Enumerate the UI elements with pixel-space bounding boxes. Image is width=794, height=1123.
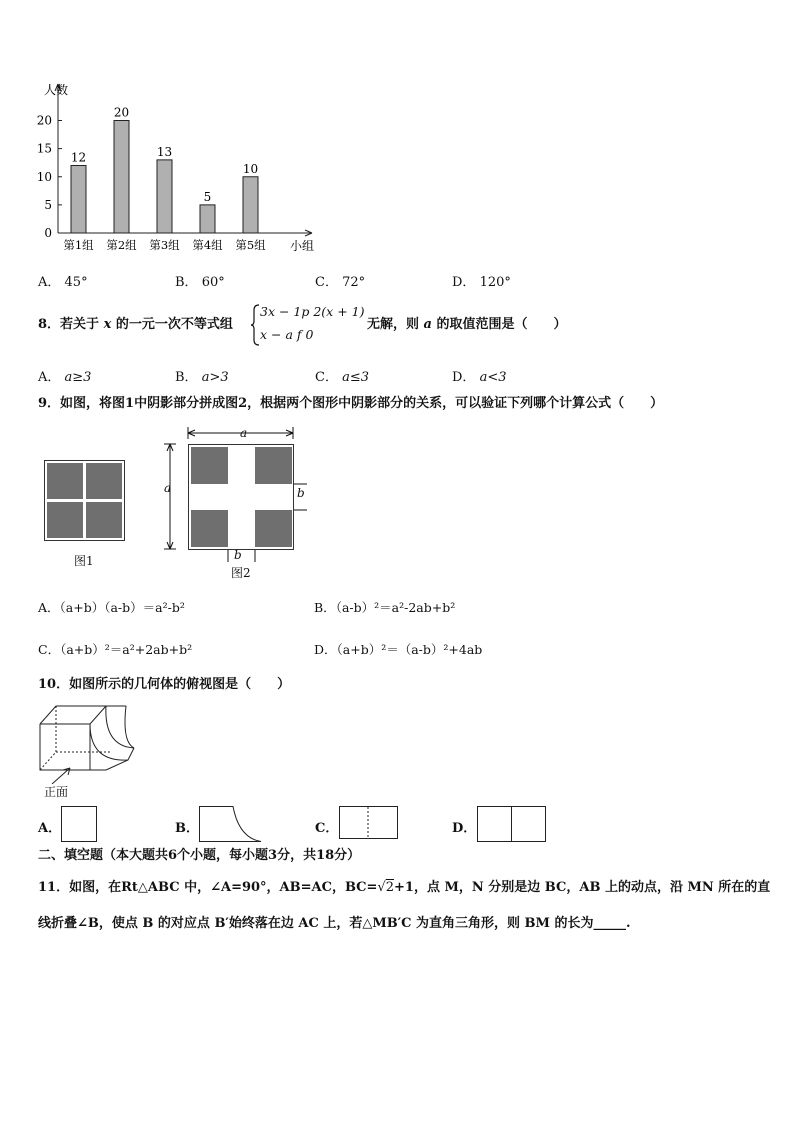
q8-mid: 的一元一次不等式组 <box>115 317 233 332</box>
q9-option-a <box>38 598 185 616</box>
q8-prefix: 8．若关于 <box>38 317 100 332</box>
category-label: 第1组 <box>63 238 94 252</box>
bar <box>157 160 172 233</box>
solid-figure <box>36 702 140 784</box>
q7-option-d <box>452 271 511 290</box>
q9-option-b <box>314 598 455 616</box>
fig2-label-b-right: b <box>297 486 305 500</box>
q11-line2: 线折叠∠B，使点 B 的对应点 B′始终落在边 AC 上，若△MB′C 为直角三角形，则 BM 的长为_____. <box>38 916 631 931</box>
y-tick-label: 0 <box>44 226 52 240</box>
bar <box>114 121 129 234</box>
q8-ineq-line2: x − a f 0 <box>260 327 314 342</box>
q7-option-c <box>315 271 365 290</box>
option-text: （a+b）²＝（a-b）²+4ab <box>336 642 483 657</box>
bar <box>243 177 258 233</box>
bar-value-label: 5 <box>203 189 212 204</box>
x-axis-label: 小组 <box>290 239 315 253</box>
sqrt-symbol: √2 <box>377 880 394 895</box>
option-text: （a+b）（a-b）＝a²-b² <box>59 600 185 615</box>
q10-option-b: B． <box>175 821 199 836</box>
category-label: 第5组 <box>235 238 266 252</box>
category-label: 第3组 <box>149 238 180 252</box>
option-letter: D． <box>452 275 476 290</box>
bar-chart <box>30 80 330 260</box>
fig2-label-b-bottom: b <box>234 548 242 562</box>
option-letter: C． <box>315 370 338 385</box>
bar-value-label: 20 <box>113 105 130 120</box>
q11-line1 <box>38 880 770 896</box>
option-letter: B． <box>175 370 198 385</box>
option-text: 120° <box>479 275 511 290</box>
q9-stem: 9．如图，将图1中阴影部分拼成图2，根据两个图形中阴影部分的关系，可以验证下列哪个计算公式（ ） <box>38 396 664 411</box>
category-label: 第4组 <box>192 238 223 252</box>
figure-1-caption: 图1 <box>74 554 94 568</box>
option-letter: A． <box>38 370 61 385</box>
fig2-label-a-top: a <box>240 426 248 440</box>
y-tick-label: 20 <box>36 113 52 128</box>
y-tick-label: 10 <box>36 169 52 184</box>
figure-2 <box>160 422 310 562</box>
bar-value-label: 13 <box>156 144 173 159</box>
sqrt-value: 2 <box>385 880 394 895</box>
q8-option-d <box>452 366 507 385</box>
option-text: （a-b）²＝a²-2ab+b² <box>335 600 456 615</box>
option-text: （a+b）²＝a²+2ab+b² <box>60 642 193 657</box>
option-letter: D． <box>452 370 476 385</box>
q8-suffix <box>367 317 567 333</box>
q7-option-b <box>175 271 225 290</box>
option-letter: A． <box>38 600 60 615</box>
bar <box>200 205 215 233</box>
q9-option-c <box>38 640 192 658</box>
figure-1 <box>44 460 126 542</box>
option-d-view <box>477 806 547 843</box>
q11-line1-a: 11．如图，在Rt△ABC 中，∠A=90°，AB=AC，BC= <box>38 880 378 895</box>
q11-line1-b: +1，点 M，N 分别是边 BC，AB 上的动点，沿 MN 所在的直 <box>394 880 771 895</box>
option-letter: C． <box>38 642 61 657</box>
bar-value-label: 12 <box>70 150 87 165</box>
q8-option-a <box>38 366 91 385</box>
option-letter: B． <box>175 275 198 290</box>
option-text: a≥3 <box>64 370 92 385</box>
q8-suffix1: 无解，则 <box>367 317 420 332</box>
q7-option-a <box>38 271 88 290</box>
q10-option-d: D． <box>452 821 477 836</box>
front-view-label: 正面 <box>44 785 69 799</box>
option-text: 45° <box>64 275 88 290</box>
option-letter: C． <box>315 275 338 290</box>
q8-ineq-line1: 3x − 1p 2(x + 1) <box>260 304 365 319</box>
option-text: a>3 <box>201 370 229 385</box>
q8-stem <box>38 317 233 333</box>
option-letter: A． <box>38 275 61 290</box>
q8-var-x: x <box>103 317 112 332</box>
y-axis-label: 人数 <box>44 83 69 97</box>
q10-option-c: C． <box>315 821 339 836</box>
q10-stem: 10．如图所示的几何体的俯视图是（ ） <box>38 677 291 692</box>
option-b-view <box>199 806 263 843</box>
option-text: a<3 <box>479 370 507 385</box>
option-letter: B． <box>314 600 336 615</box>
figure-2-caption: 图2 <box>231 566 251 580</box>
brace-icon <box>250 304 260 346</box>
section-heading: 二、填空题（本大题共6个小题，每小题3分，共18分） <box>38 848 361 863</box>
bar-value-label: 10 <box>242 161 259 176</box>
q8-suffix2: 的取值范围是（ ） <box>436 317 567 332</box>
option-text: a≤3 <box>342 370 370 385</box>
option-c-view <box>339 806 399 840</box>
q9-option-d <box>314 640 482 658</box>
y-tick-label: 15 <box>36 141 52 156</box>
option-a-view <box>61 806 98 843</box>
q8-option-c <box>315 366 369 385</box>
option-letter: D． <box>314 642 337 657</box>
y-tick-label: 5 <box>44 197 52 212</box>
fig2-label-a-left: a <box>164 481 172 495</box>
q8-var-a: a <box>423 317 432 332</box>
category-label: 第2组 <box>106 238 137 252</box>
option-text: 72° <box>342 275 366 290</box>
option-text: 60° <box>201 275 225 290</box>
q10-option-a: A． <box>38 821 62 836</box>
bar <box>71 166 86 234</box>
q8-option-b <box>175 366 229 385</box>
